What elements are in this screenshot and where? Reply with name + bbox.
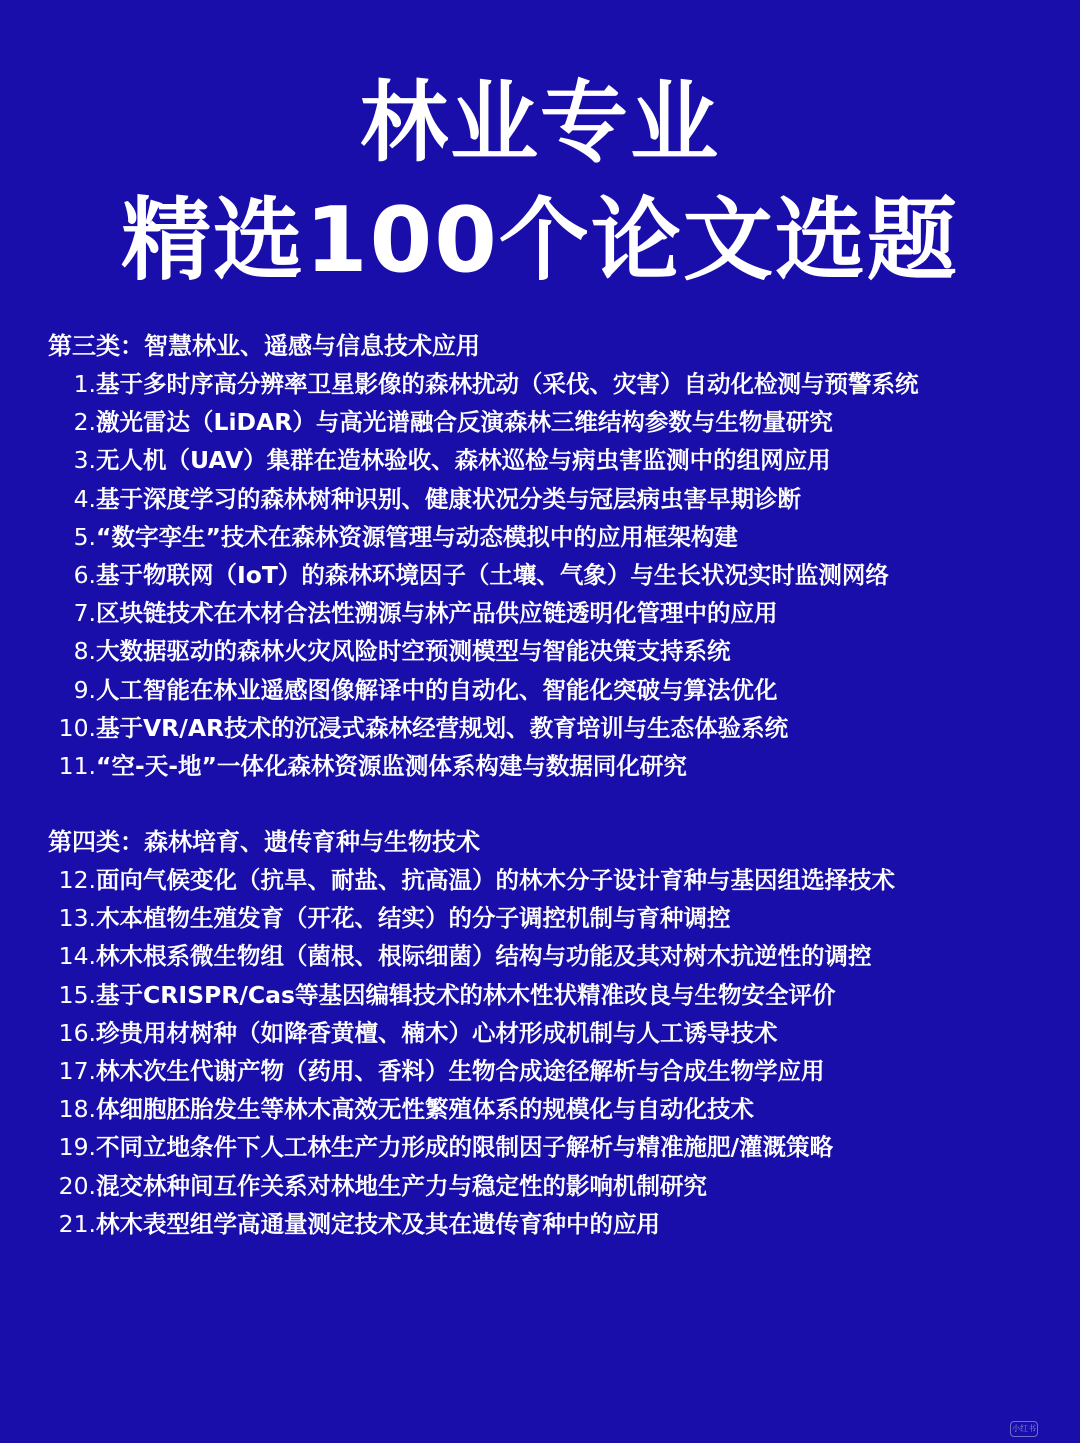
item-text: 木本植物生殖发育（开花、结实）的分子调控机制与育种调控	[96, 904, 731, 933]
item-text: 区块链技术在木材合法性溯源与林产品供应链透明化管理中的应用	[96, 599, 778, 628]
item-number: 7.	[73, 599, 96, 628]
item-text: 大数据驱动的森林火灾风险时空预测模型与智能决策支持系统	[96, 637, 731, 666]
item-number: 18.	[58, 1095, 96, 1124]
item-number: 2.	[73, 408, 96, 437]
item-number: 10.	[58, 713, 96, 742]
section-heading: 第四类：森林培育、遗传育种与生物技术	[48, 828, 480, 856]
item-number: 4.	[73, 484, 96, 513]
item-text: 基于CRISPR/Cas等基因编辑技术的林木性状精准改良与生物安全评价	[96, 980, 836, 1009]
item-number: 11.	[58, 752, 96, 781]
item-text: “数字孪生”技术在森林资源管理与动态模拟中的应用框架构建	[96, 522, 738, 551]
list-item	[48, 594, 1058, 632]
item-number: 1.	[73, 370, 96, 398]
section-silviculture-breeding	[48, 823, 1058, 1243]
title-line-2: 精选100个论文选题	[121, 188, 959, 293]
list-item	[48, 976, 1058, 1014]
watermark-logo: 小红书	[1010, 1421, 1038, 1437]
item-text: 激光雷达（LiDAR）与高光谱融合反演森林三维结构参数与生物量研究	[96, 408, 833, 437]
item-number: 19.	[58, 1133, 96, 1162]
section-smart-forestry	[48, 327, 1058, 785]
list-item	[48, 556, 1058, 594]
item-text: “空-天-地”一体化森林资源监测体系构建与数据同化研究	[96, 752, 687, 781]
list-item	[48, 861, 1058, 899]
item-number: 3.	[73, 446, 96, 475]
item-text: 珍贵用材树种（如降香黄檀、楠木）心材形成机制与人工诱导技术	[96, 1018, 778, 1047]
item-number: 12.	[58, 866, 96, 894]
item-text: 混交林种间互作关系对林地生产力与稳定性的影响机制研究	[96, 1171, 707, 1200]
title-line-1: 林业专业	[359, 71, 720, 174]
section-heading: 第三类：智慧林业、遥感与信息技术应用	[48, 332, 480, 360]
item-text: 林木表型组学高通量测定技术及其在遗传育种中的应用	[96, 1209, 660, 1238]
item-text: 基于物联网（IoT）的森林环境因子（土壤、气象）与生长状况实时监测网络	[96, 561, 889, 590]
item-number: 17.	[58, 1057, 96, 1086]
topic-list	[48, 365, 1058, 785]
list-item	[48, 747, 1058, 785]
item-text: 不同立地条件下人工林生产力形成的限制因子解析与精准施肥/灌溉策略	[96, 1133, 834, 1162]
item-number: 15.	[58, 980, 96, 1009]
list-item	[48, 1014, 1058, 1052]
item-number: 5.	[73, 522, 96, 551]
item-text: 面向气候变化（抗旱、耐盐、抗高温）的林木分子设计育种与基因组选择技术	[96, 866, 895, 894]
item-number: 13.	[58, 904, 96, 933]
list-item	[48, 1090, 1058, 1128]
list-item	[48, 365, 1058, 403]
list-item	[48, 441, 1058, 479]
list-item	[48, 709, 1058, 747]
item-text: 体细胞胚胎发生等林木高效无性繁殖体系的规模化与自动化技术	[96, 1095, 754, 1124]
page-title	[0, 64, 1080, 300]
item-text: 基于多时序高分辨率卫星影像的森林扰动（采伐、灾害）自动化检测与预警系统	[96, 370, 919, 398]
item-number: 9.	[73, 675, 96, 704]
list-item	[48, 937, 1058, 975]
topic-list	[48, 861, 1058, 1243]
item-number: 16.	[58, 1018, 96, 1047]
list-item	[48, 403, 1058, 441]
list-item	[48, 899, 1058, 937]
item-number: 6.	[73, 561, 96, 590]
list-item	[48, 1205, 1058, 1243]
item-number: 21.	[58, 1209, 96, 1238]
list-item	[48, 1167, 1058, 1205]
item-number: 20.	[58, 1171, 96, 1200]
item-text: 无人机（UAV）集群在造林验收、森林巡检与病虫害监测中的组网应用	[96, 446, 831, 475]
item-text: 林木次生代谢产物（药用、香料）生物合成途径解析与合成生物学应用	[96, 1057, 825, 1086]
item-text: 人工智能在林业遥感图像解译中的自动化、智能化突破与算法优化	[96, 675, 778, 704]
item-text: 基于深度学习的森林树种识别、健康状况分类与冠层病虫害早期诊断	[96, 484, 801, 513]
list-item	[48, 1052, 1058, 1090]
list-item	[48, 632, 1058, 670]
item-text: 林木根系微生物组（菌根、根际细菌）结构与功能及其对树木抗逆性的调控	[96, 942, 872, 971]
list-item	[48, 671, 1058, 709]
list-item	[48, 518, 1058, 556]
list-item	[48, 1128, 1058, 1166]
item-number: 14.	[58, 942, 96, 971]
item-text: 基于VR/AR技术的沉浸式森林经营规划、教育培训与生态体验系统	[96, 713, 789, 742]
item-number: 8.	[73, 637, 96, 666]
list-item	[48, 480, 1058, 518]
